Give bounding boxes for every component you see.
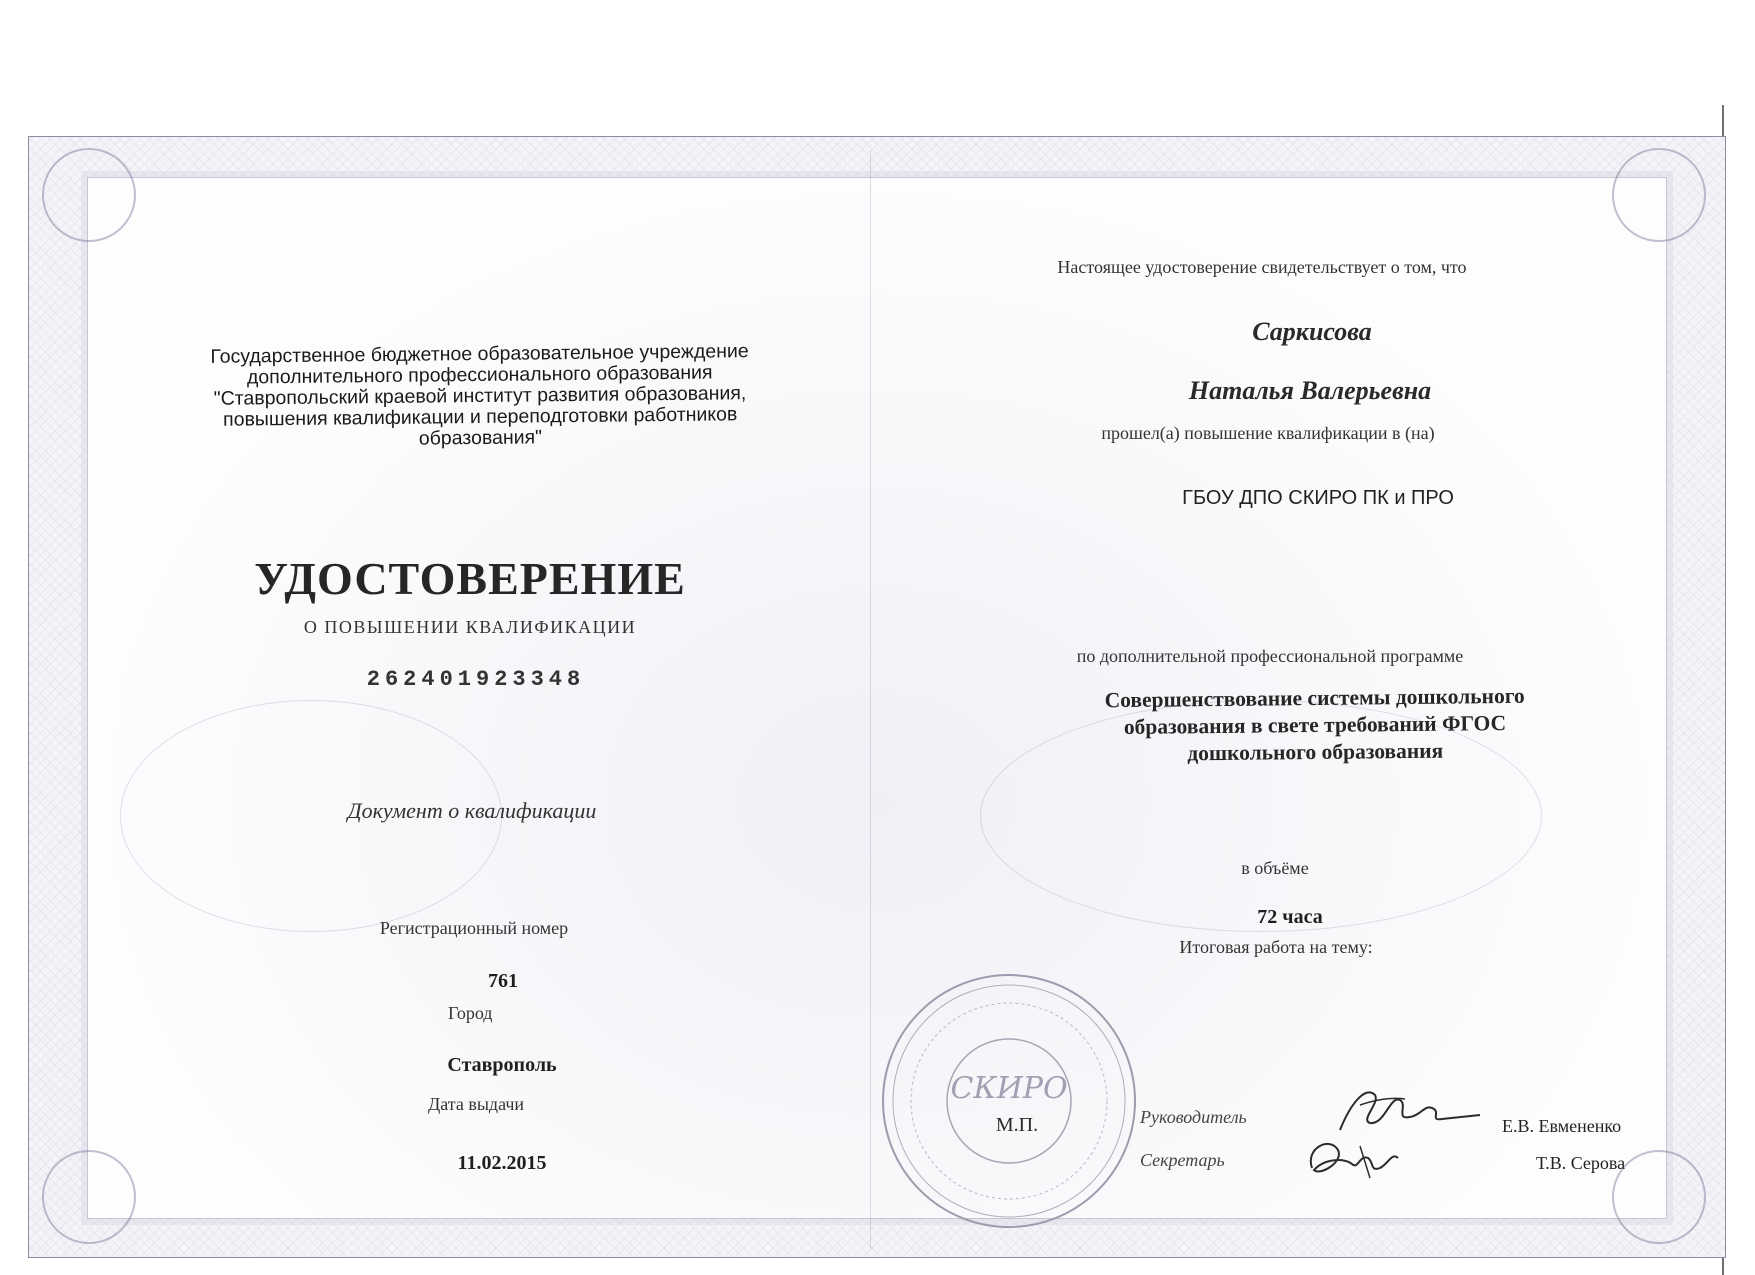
program-line: Совершенствование системы дошкольного xyxy=(1104,683,1525,713)
institution-line: повышения квалификации и переподготовки работников xyxy=(222,403,738,431)
director-name: Е.В. Евмененко xyxy=(1502,1116,1622,1136)
corner-ornament-bottom-left xyxy=(42,1150,136,1244)
city-value: Ставрополь xyxy=(447,1054,557,1076)
corner-ornament-top-left xyxy=(42,148,136,242)
institution-line: Государственное бюджетное образовательное учреждение xyxy=(210,340,749,368)
document-type: Документ о квалификации xyxy=(347,798,597,823)
institution-line: дополнительного профессионального образования xyxy=(246,361,713,389)
recipient-given-names: Наталья Валерьевна xyxy=(1188,376,1432,405)
program-line: образования в свете требований ФГОС xyxy=(1123,710,1507,740)
round-seal xyxy=(878,970,1140,1232)
secretary-name: Т.В. Серова xyxy=(1536,1153,1626,1173)
final-work-label: Итоговая работа на тему: xyxy=(1179,937,1373,957)
secretary-label: Секретарь xyxy=(1140,1150,1225,1170)
institution-line: образования" xyxy=(418,426,543,450)
director-label: Руководитель xyxy=(1140,1107,1247,1127)
program-title xyxy=(1065,682,1566,768)
stamp-place-label: М.П. xyxy=(995,1114,1039,1136)
institution-name xyxy=(179,341,780,452)
certificate-subtitle: О ПОВЫШЕНИИ КВАЛИФИКАЦИИ xyxy=(303,617,637,637)
certificate-title: УДОСТОВЕРЕНИЕ xyxy=(254,553,686,604)
recipient-surname: Саркисова xyxy=(1252,317,1372,346)
organization-short-name: ГБОУ ДПО СКИРО ПК и ПРО xyxy=(1182,487,1454,509)
secretary-signature xyxy=(1300,1128,1410,1188)
registration-label: Регистрационный номер xyxy=(379,918,569,938)
seal-text: СКИРО xyxy=(950,1071,1068,1106)
intro-text: Настоящее удостоверение свидетельствует о том, что xyxy=(1057,257,1467,277)
institution-line: "Ставропольский краевой институт развития образования, xyxy=(213,382,747,410)
corner-ornament-top-right xyxy=(1612,148,1706,242)
registration-number: 761 xyxy=(488,970,518,992)
corner-ornament-bottom-right xyxy=(1612,1150,1706,1244)
center-fold xyxy=(870,150,871,1250)
issue-date: 11.02.2015 xyxy=(457,1152,547,1174)
city-label: Город xyxy=(448,1003,493,1023)
serial-number: 262401923348 xyxy=(366,667,586,692)
program-line: дошкольного образования xyxy=(1187,738,1444,766)
passed-text: прошел(а) повышение квалификации в (на) xyxy=(1101,423,1435,443)
volume-label: в объёме xyxy=(1241,858,1309,878)
volume-value: 72 часа xyxy=(1257,906,1323,928)
program-intro: по дополнительной профессиональной программе xyxy=(1076,646,1464,666)
issue-date-label: Дата выдачи xyxy=(427,1094,525,1114)
